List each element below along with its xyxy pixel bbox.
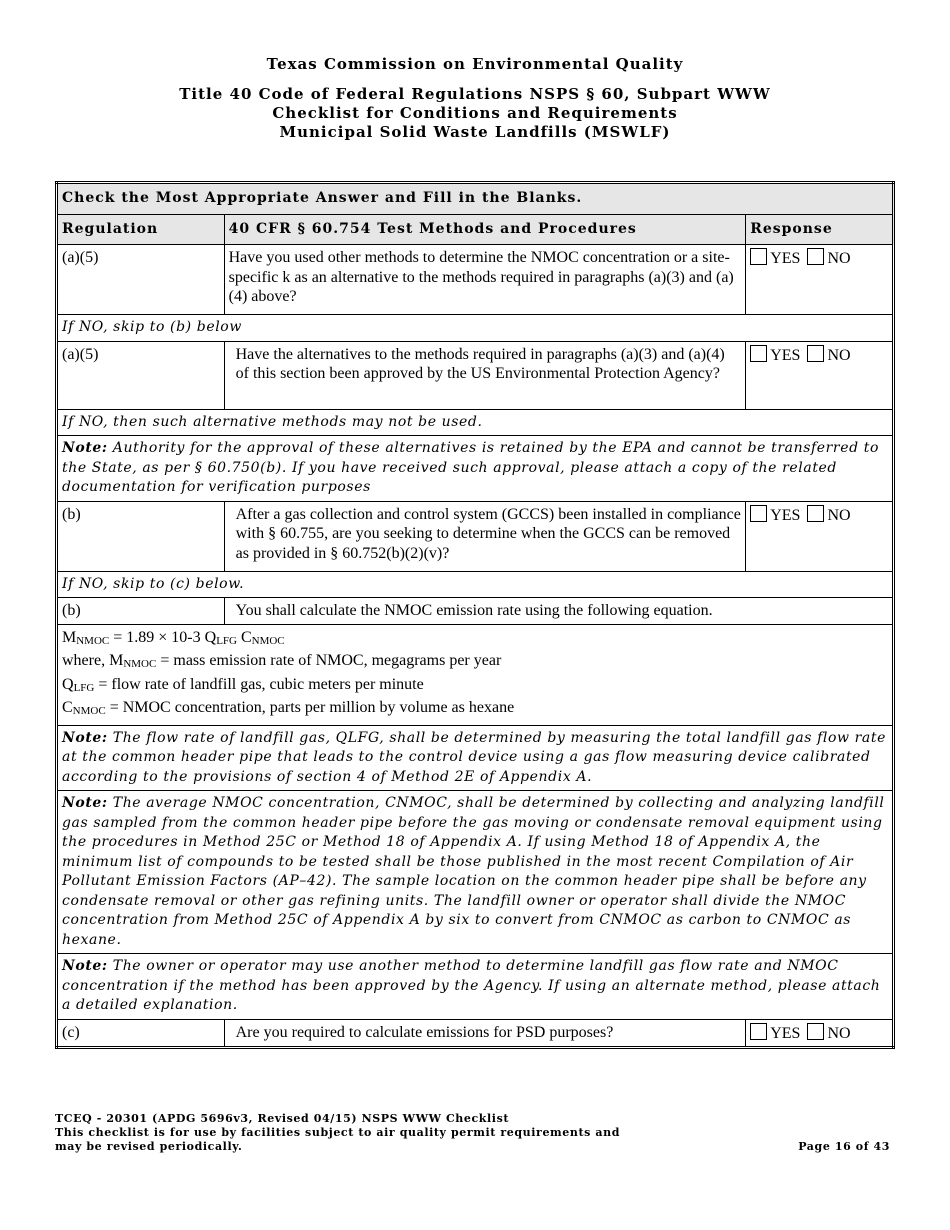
regulation-cell: (b)	[57, 501, 225, 571]
yes-label: YES	[770, 1024, 801, 1042]
question-row	[57, 245, 894, 315]
equation-block	[57, 624, 894, 725]
equation: MNMOC = 1.89 × 10-3 QLFG CNMOC	[62, 628, 285, 647]
response-cell	[746, 1019, 894, 1048]
yes-checkbox[interactable]	[750, 1023, 767, 1040]
note-text: The owner or operator may use another method to determine landfill gas flow rate and NMOC concentration if the method has been approved by the Agency. If using an alternate method, please attach a detailed explanation.	[62, 958, 881, 1013]
question-text: You shall calculate the NMOC emission rate using the following equation.	[224, 598, 893, 625]
instruction-row: Check the Most Appropriate Answer and Fill in the Blanks.	[57, 183, 894, 215]
regulation-cell: (a)(5)	[57, 341, 225, 409]
note-paragraph	[57, 954, 894, 1020]
regulation-cell: (c)	[57, 1019, 225, 1048]
no-checkbox[interactable]	[807, 505, 824, 522]
note-label: Note:	[62, 958, 108, 974]
no-label: NO	[827, 346, 851, 364]
agency-name: Texas Commission on Environmental Quality	[266, 55, 684, 73]
question-text: After a gas collection and control system (GCCS) been installed in compliance with § 60.755, are you seeking to determine when the GCCS can be removed as provided in § 60.752(b)(2)(v)?	[224, 501, 746, 571]
title-line-3: Municipal Solid Waste Landfills (MSWLF)	[279, 123, 671, 141]
skip-instruction: If NO, skip to (b) below	[57, 315, 894, 342]
skip-instruction: If NO, then such alternative methods may not be used.	[57, 409, 894, 436]
title-line-1: Title 40 Code of Federal Regulations NSPS § 60, Subpart WWW	[179, 85, 771, 103]
yes-label: YES	[770, 250, 801, 267]
question-row	[57, 598, 894, 625]
yes-label: YES	[770, 346, 801, 364]
question-row	[57, 341, 894, 409]
note-text: The flow rate of landfill gas, QLFG, shall be determined by measuring the total landfill gas flow rate at the common header pipe that leads to the control device using a gas flow measuring device calibrated according to the provisions of section 4 of Method 2E of Appendix A.	[62, 729, 886, 785]
response-cell	[746, 245, 894, 315]
page-number: Page 16 of 43	[798, 1140, 890, 1153]
skip-instruction: If NO, skip to (c) below.	[57, 571, 894, 598]
no-label: NO	[827, 250, 851, 267]
response-cell	[746, 501, 894, 571]
note-label: Note:	[62, 729, 108, 746]
note-label: Note:	[62, 795, 108, 811]
yes-checkbox[interactable]	[750, 505, 767, 522]
definition-m: where, MNMOC = mass emission rate of NMOC, megagrams per year	[62, 652, 502, 670]
no-checkbox[interactable]	[807, 248, 824, 265]
regulation-cell: (b)	[57, 598, 225, 625]
no-checkbox[interactable]	[807, 345, 824, 362]
yes-label: YES	[770, 506, 801, 524]
no-label: NO	[827, 1024, 851, 1042]
column-header-response: Response	[746, 214, 894, 245]
yes-checkbox[interactable]	[750, 345, 767, 362]
checklist-table	[55, 181, 895, 1049]
question-row	[57, 1019, 894, 1048]
note-paragraph	[57, 791, 894, 954]
usage-note-line-1: This checklist is for use by facilities subject to air quality permit requirements and	[55, 1126, 621, 1139]
question-text: Are you required to calculate emissions for PSD purposes?	[224, 1019, 746, 1048]
note-paragraph	[57, 436, 894, 502]
question-text: Have you used other methods to determine the NMOC concentration or a site-specific k as an alternative to the methods required in paragraphs (a)(3) and (a)(4) above?	[224, 245, 746, 315]
usage-note-line-2: may be revised periodically.	[55, 1140, 243, 1153]
form-id: TCEQ - 20301 (APDG 5696v3, Revised 04/15) NSPS WWW Checklist	[55, 1112, 510, 1125]
note-paragraph	[57, 725, 894, 791]
note-label: Note:	[62, 440, 108, 456]
definition-q: QLFG = flow rate of landfill gas, cubic meters per minute	[62, 675, 424, 694]
response-cell	[746, 341, 894, 409]
no-checkbox[interactable]	[807, 1023, 824, 1040]
document-header	[0, 55, 950, 142]
question-text: Have the alternatives to the methods required in paragraphs (a)(3) and (a)(4) of this section been approved by the US Environmental Protection Agency?	[224, 341, 746, 409]
yes-checkbox[interactable]	[750, 248, 767, 265]
definition-c: CNMOC = NMOC concentration, parts per million by volume as hexane	[62, 699, 515, 717]
question-row	[57, 501, 894, 571]
title-line-2: Checklist for Conditions and Requirements	[272, 104, 678, 122]
regulation-cell: (a)(5)	[57, 245, 225, 315]
note-text: The average NMOC concentration, CNMOC, shall be determined by collecting and analyzing landfill gas sampled from the common header pipe before the gas moving or condensate removal equipment using the procedures in Method 25C or Method 18 of Appendix A. If using Method 18 of Appendix A, the minimum list of compounds to be tested shall be those published in the most recent Compilation of Air Pollutant Emission Factors (AP–42). The sample location on the common header pipe shall be before any condensate removal or other gas refining units. The landfill owner or operator shall divide the NMOC concentration from Method 25C of Appendix A by six to convert from CNMOC as carbon to CNMOC as hexane.	[62, 795, 885, 948]
document-footer	[55, 1112, 890, 1154]
column-header-regulation: Regulation	[57, 214, 225, 245]
no-label: NO	[827, 506, 851, 524]
note-text: Authority for the approval of these alternatives is retained by the EPA and cannot be transferred to the State, as per § 60.750(b). If you have received such approval, please attach a copy of the related documentation for verification purposes	[62, 440, 879, 495]
column-header-methods: 40 CFR § 60.754 Test Methods and Procedures	[224, 214, 746, 245]
